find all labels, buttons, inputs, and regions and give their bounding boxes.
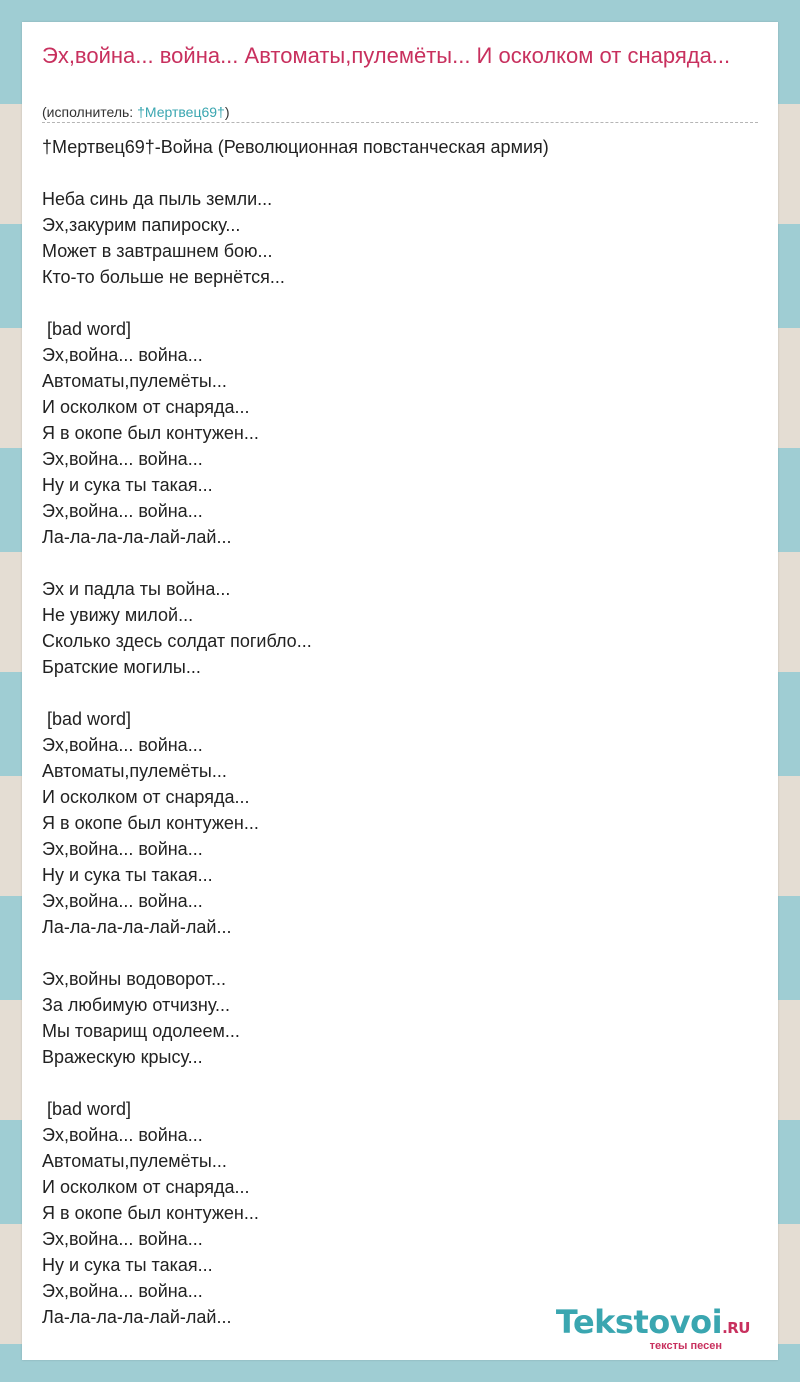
artist-prefix: (исполнитель: — [42, 104, 138, 120]
site-logo[interactable] — [556, 1305, 750, 1352]
song-title: Эх,война... война... Автоматы,пулемёты... И осколком от снаряда... — [42, 43, 731, 68]
song-card — [22, 22, 778, 1360]
logo-wordmark — [556, 1305, 750, 1345]
logo-domain: .RU — [722, 1319, 750, 1337]
artist-link[interactable]: †Мертвец69† — [137, 104, 225, 120]
artist-line — [42, 103, 758, 123]
logo-tagline: тексты песен — [649, 1340, 722, 1352]
lyrics-text: †Мертвец69†-Война (Революционная повстанческая армия) Неба синь да пыль земли... Эх,закурим папироску... Может в завтрашнем бою... Кто-то больше не вернётся... [bad word] Эх,война... война... Автоматы,пулемёты... И осколком от снаряда... Я в окопе был контужен... Эх,война... война... Ну и сука ты такая... Эх,война... война... Ла-ла-ла-ла-лай-лай... Эх и падла ты война... Не увижу милой... Сколько здесь солдат погибло... Братские могилы... [bad word] Эх,война... война... Автоматы,пулемёты... И осколком от снаряда... Я в окопе был контужен... Эх,война... война... Ну и сука ты такая... Эх,война... война... Ла-ла-ла-ла-лай-лай... Эх,войны водоворот... За любимую отчизну... Мы товарищ одолеем... Вражескую крысу... [bad word] Эх,война... война... Автоматы,пулемёты... И осколком от снаряда... Я в окопе был контужен... Эх,война... война... Ну и сука ты такая... Эх,война... война... Ла-ла-ла-ла-лай-лай... — [42, 137, 549, 1327]
logo-main-text: Tekstovoi — [555, 1303, 723, 1341]
artist-suffix: ) — [224, 104, 230, 120]
